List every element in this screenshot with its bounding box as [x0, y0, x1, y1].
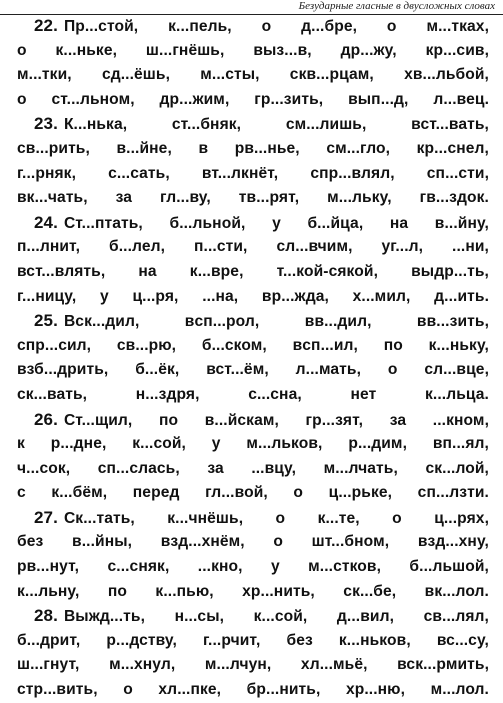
exercise-text: Ст...птать, б...льной, у б...йца, на в...йну, — [63, 214, 489, 232]
exercise-line: ш...гнут, м...хнул, м...лчун, хл...мьё, вск...рмить, — [17, 656, 489, 674]
exercise-line: к р...дне, к...сой, у м...льков, р...дим, вп...ял, — [17, 435, 489, 453]
exercise-list — [0, 14, 503, 703]
exercise-text: К...нька, ст...бняк, см...лишь, вст...вать, — [63, 116, 489, 134]
exercise-line: спр...сил, св...рю, б...ском, вcп...ил, по к...ньку, — [17, 336, 489, 354]
exercise-line: ск...вать, н...здря, с...сна, нет к...льца. — [17, 385, 489, 403]
exercise-line — [0, 604, 503, 629]
exercise-line: стр...вить, о хл...пке, бр...нить, хр...ню, м...лол. — [17, 681, 489, 699]
exercise-line: вк...чать, за гл...ву, тв...рят, м...льку, гв...здок. — [17, 189, 489, 207]
exercise-line: вст...влять, на к...вре, т...кой-сякой, выдр...ть, — [17, 262, 489, 280]
exercise-number: 24. — [34, 212, 58, 232]
exercise-line: п...лнит, б...лел, п...сти, сл...вчим, уг...л, ...ни, — [17, 238, 489, 256]
exercise-text: Ст...щил, по в...йскам, гр...зят, за ...кном, — [63, 411, 489, 429]
exercise-number: 27. — [34, 507, 58, 527]
exercise-line: о ст...льном, др...жим, гр...зить, вып...д, л...вец. — [17, 90, 489, 108]
exercise-line: к...льну, по к...пью, хр...нить, ск...бе, вк...лол. — [17, 582, 489, 600]
exercise-line: без в...йны, взд...хнём, о шт...бном, взд...хну, — [17, 533, 489, 551]
exercise-23 — [0, 112, 503, 210]
exercise-line: взб...дрить, б...ёк, вст...ём, л...мать, о сл...вце, — [17, 361, 489, 379]
exercise-number: 22. — [34, 16, 58, 35]
exercise-number: 23. — [34, 114, 58, 134]
exercise-number: 26. — [34, 409, 58, 429]
exercise-line: г...ницу, у ц...ря, ...на, вр...жда, х...мил, д...ить. — [17, 287, 489, 305]
page-header — [0, 0, 503, 15]
exercise-26 — [0, 408, 503, 506]
exercise-line: рв...нут, с...сняк, ...кно, у м...стков, б...льшой, — [17, 558, 489, 576]
exercise-line — [0, 408, 503, 433]
exercise-line: о к...ньке, ш...гнёшь, выз...в, др...жу, кр...сив, — [17, 41, 489, 59]
exercise-number: 28. — [34, 606, 58, 626]
exercise-22 — [0, 14, 503, 112]
exercise-text: Выжд...ть, н...сы, к...сой, д...вил, св...лял, — [63, 608, 489, 626]
exercise-line — [0, 14, 503, 39]
exercise-text: Вск...дил, вcп...рол, вв...дил, вв...зить, — [63, 313, 489, 331]
exercise-24 — [0, 211, 503, 309]
exercise-text: Пр...стой, к...пель, о д...бре, о м...тках, — [63, 18, 489, 35]
exercise-line: б...дрит, р...дству, г...рчит, без к...ньков, вс...су, — [17, 631, 489, 649]
exercise-line: ч...сок, сп...слась, за ...вцу, м...лчать, ск...лой, — [17, 459, 489, 477]
exercise-line — [0, 309, 503, 334]
exercise-line — [0, 112, 503, 137]
exercise-28 — [0, 604, 503, 702]
exercise-line: с к...бём, перед гл...вой, о ц...рьке, сп...лзти. — [17, 484, 489, 502]
exercise-line — [0, 211, 503, 236]
header-title: Безударные гласные в двусложных словах — [298, 0, 495, 12]
exercise-27 — [0, 506, 503, 604]
exercise-line: св...рить, в...йне, в рв...нье, см...гло, кр...снел, — [17, 139, 489, 157]
exercise-line — [0, 506, 503, 531]
exercise-25 — [0, 309, 503, 407]
exercise-text: Ск...тать, к...чнёшь, о к...те, о ц...рях, — [63, 509, 489, 527]
exercise-line: г...рняк, с...сать, вт...лкнёт, спр...влял, сп...сти, — [17, 164, 489, 182]
exercise-line: м...тки, сд...ёшь, м...сты, скв...рцам, хв...льбой, — [17, 66, 489, 84]
exercise-number: 25. — [34, 311, 58, 331]
